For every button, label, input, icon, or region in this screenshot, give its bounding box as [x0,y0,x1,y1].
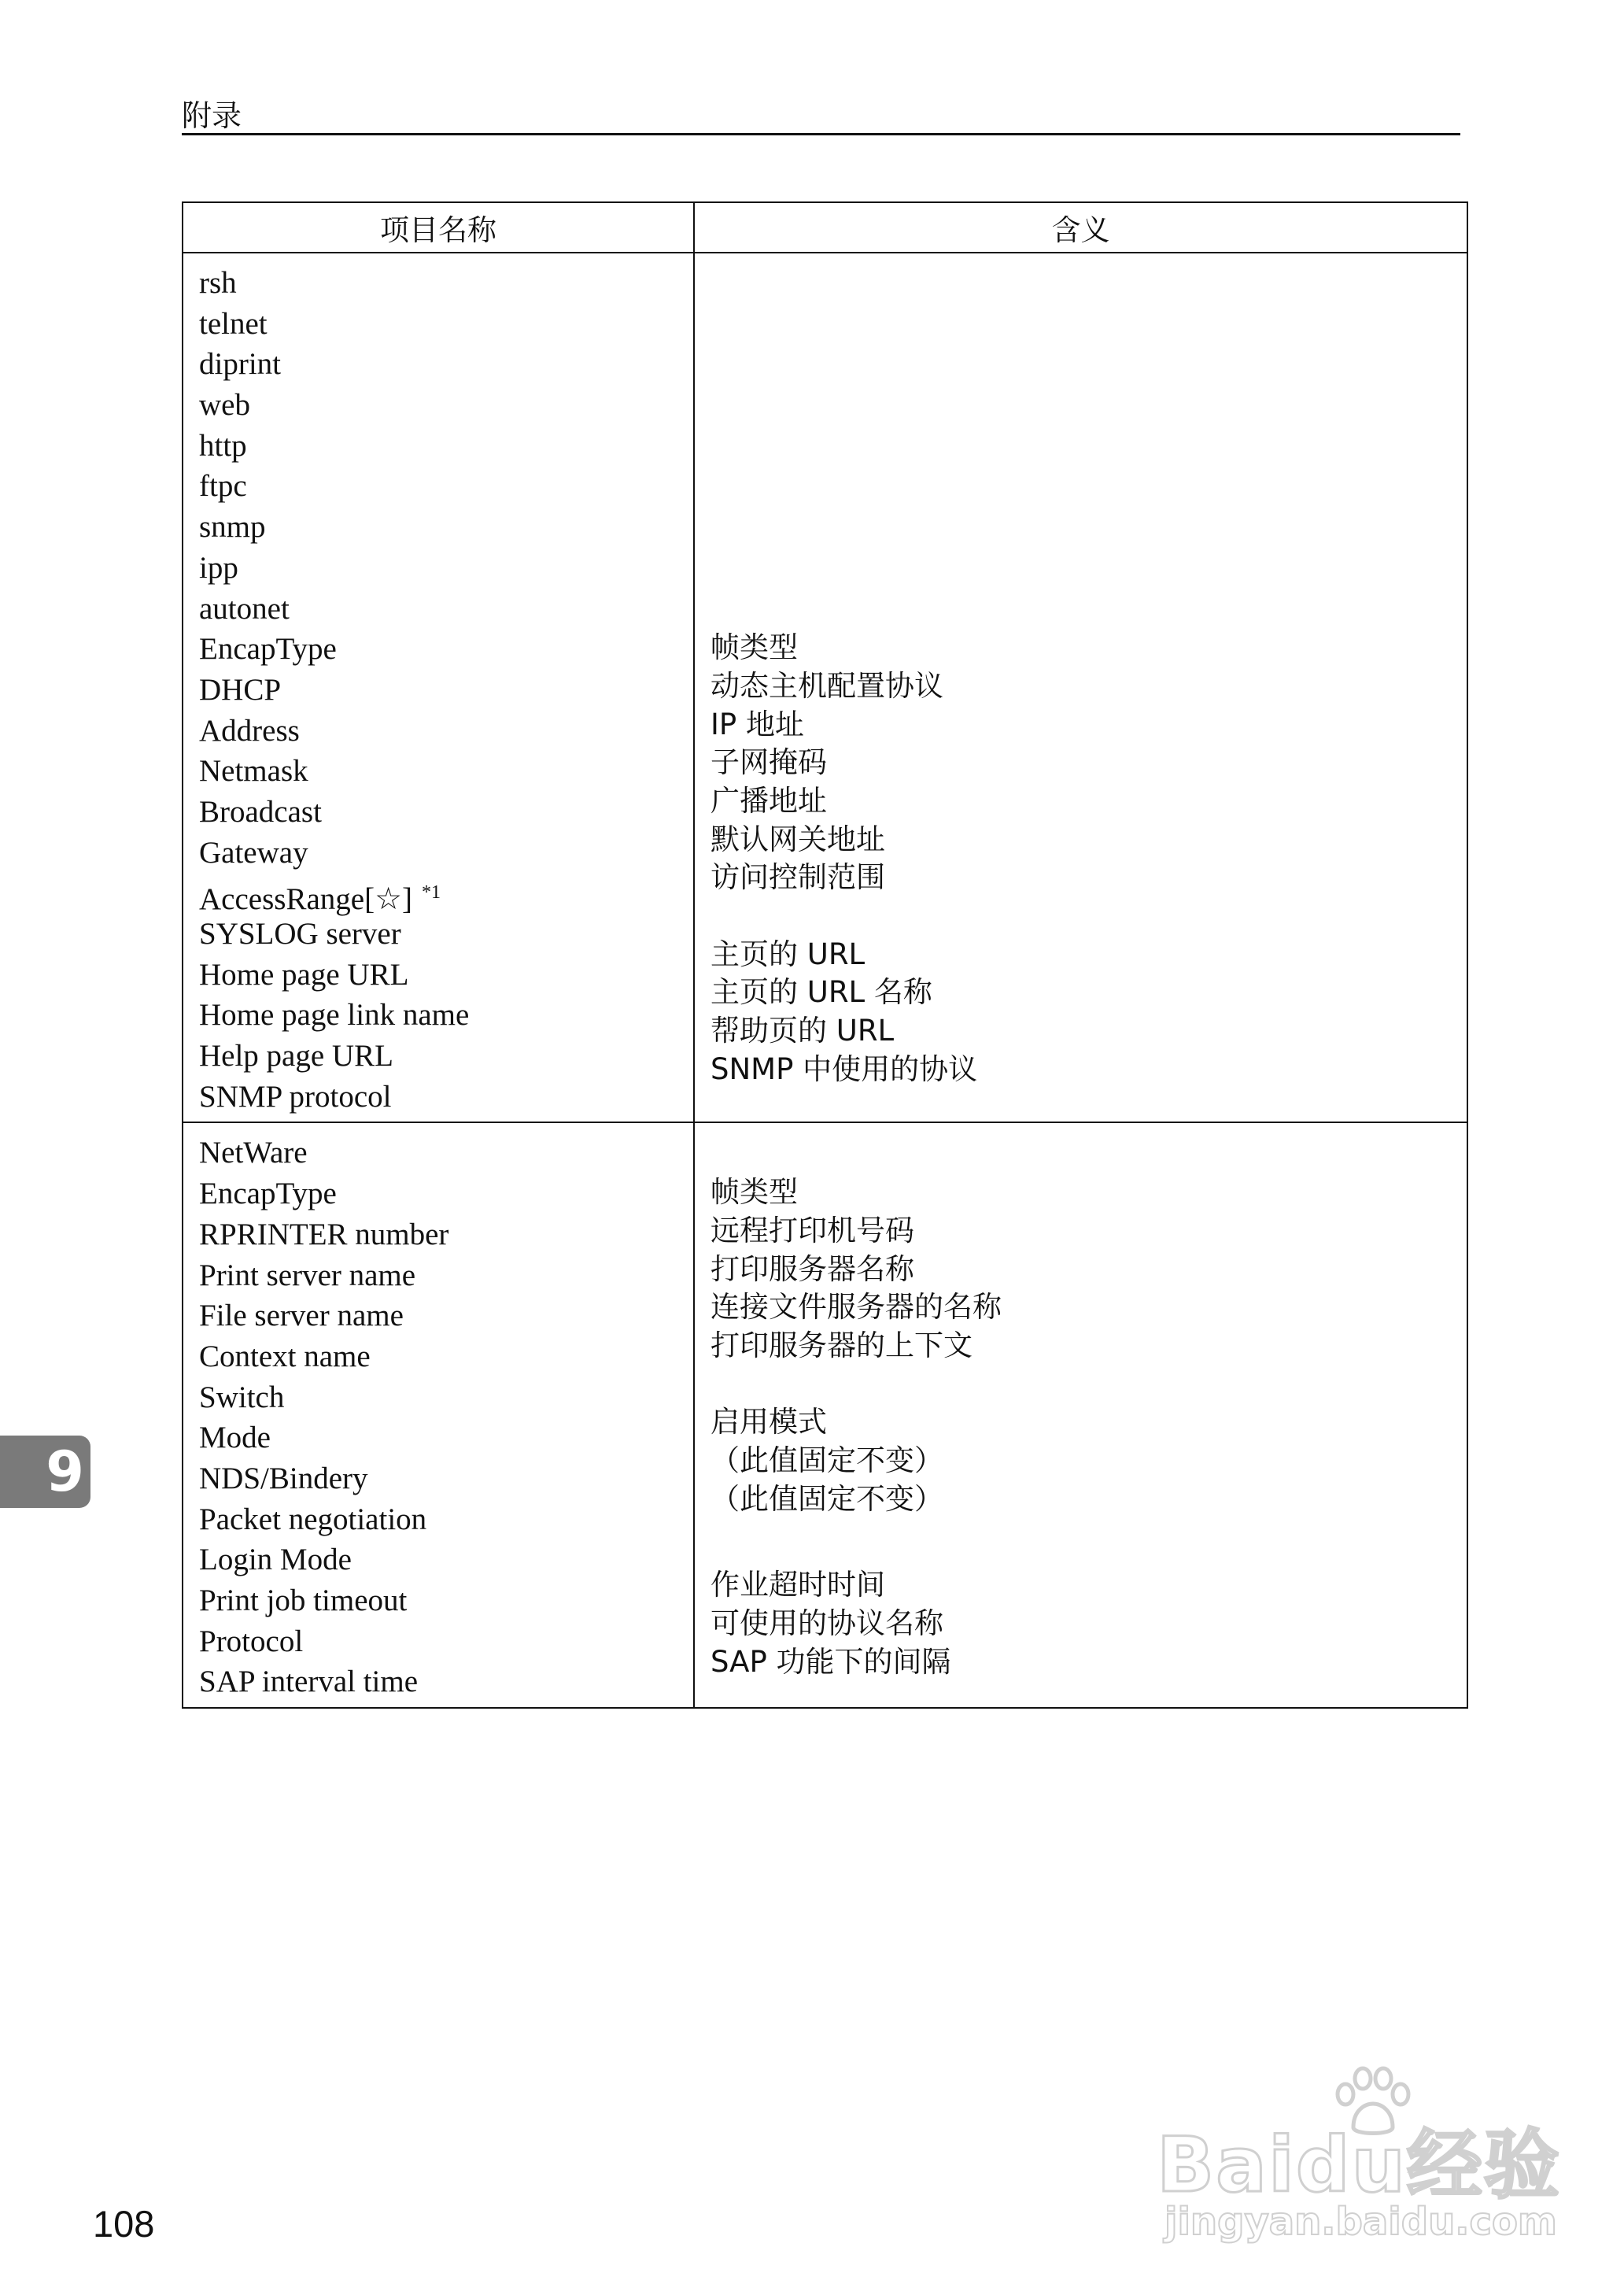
item-name: EncapType [199,1177,337,1211]
item-cell [183,1122,694,1708]
meaning-text: 打印服务器名称 [710,1251,914,1286]
item-name: Home page link name [199,998,470,1033]
meaning-text: 子网掩码 [710,745,827,780]
settings-table [182,201,1468,1709]
item-name: NDS/Bindery [199,1461,368,1495]
item-name: Help page URL [199,1039,393,1074]
meaning-text: 连接文件服务器的名称 [710,1290,1002,1325]
meaning-text: 默认网关地址 [710,822,885,856]
item-name: RPRINTER number [199,1217,449,1251]
meaning-cell [694,253,1467,1122]
footnote-mark: *1 [422,882,441,904]
meaning-text: 作业超时时间 [710,1568,885,1602]
meaning-text [710,344,1467,385]
item-name: Gateway [199,835,308,870]
item-name: Protocol [199,1624,304,1658]
meaning-text [710,304,1467,345]
baidu-watermark [1157,2066,1566,2247]
meaning-text [710,1366,1467,1404]
page-number: 108 [93,2203,155,2245]
item-name: ftpc [199,469,247,504]
item-cell [183,253,694,1122]
meaning-text: SAP 功能下的间隔 [710,1644,951,1679]
watermark-url: jingyan.baidu.com [1164,2200,1557,2244]
item-name: AccessRange[☆] [199,882,413,917]
item-name: Home page URL [199,957,409,992]
meaning-text: 远程打印机号码 [710,1213,914,1247]
item-name: DHCP [199,672,282,707]
column-header-item-name: 项目名称 [183,202,694,253]
item-name: NetWare [199,1136,308,1170]
meaning-text: 可使用的协议名称 [710,1606,943,1640]
item-name: EncapType [199,632,337,667]
meaning-text [710,426,1467,467]
meaning-text [710,548,1467,589]
item-name: File server name [199,1299,404,1333]
column-header-meaning: 含义 [694,202,1467,253]
meaning-text [710,589,1467,630]
table-header-row [183,202,1467,253]
chapter-number: 9 [46,1439,84,1504]
meaning-text: IP 地址 [710,707,804,741]
item-name: Packet negotiation [199,1502,427,1536]
meaning-text: 主页的 URL [710,937,866,971]
meaning-text [710,1518,1467,1566]
watermark-brand: Baidu经验 [1157,2121,1561,2209]
item-name: SNMP protocol [199,1079,392,1114]
meaning-text [710,466,1467,507]
item-name: Netmask [199,754,308,789]
meaning-text: （此值固定不变） [710,1481,943,1516]
item-name: telnet [199,306,268,341]
meaning-text: SNMP 中使用的协议 [710,1051,978,1086]
meaning-text [710,897,1467,936]
item-name: Broadcast [199,794,322,829]
meaning-text [710,1133,1467,1173]
paw-icon [1330,2066,1416,2137]
meaning-text: 帮助页的 URL [710,1014,895,1048]
item-name: SYSLOG server [199,917,401,951]
meaning-text: 访问控制范围 [710,860,885,895]
item-name: autonet [199,591,290,626]
header-rule [182,133,1460,135]
item-name-with-footnote [199,873,693,917]
meaning-text: 帧类型 [710,1175,798,1210]
meaning-text: 广播地址 [710,783,827,818]
meaning-text [710,385,1467,426]
meaning-text: 启用模式 [710,1405,827,1439]
item-name: Address [199,713,300,748]
meaning-text: 打印服务器的上下文 [710,1328,973,1362]
meaning-text: 主页的 URL 名称 [710,975,932,1010]
meaning-text: （此值固定不变） [710,1443,943,1477]
item-name: Print job timeout [199,1584,408,1617]
item-name: Mode [199,1421,271,1455]
item-name: Switch [199,1380,285,1414]
item-name: SAP interval time [199,1665,419,1699]
item-name: ipp [199,550,238,585]
item-name: Login Mode [199,1543,352,1577]
meaning-text: 动态主机配置协议 [710,668,943,703]
item-name: web [199,388,250,423]
meaning-text [710,263,1467,304]
item-name: snmp [199,510,266,545]
meaning-cell [694,1122,1467,1708]
meaning-text: 帧类型 [710,630,798,665]
item-name: http [199,428,247,463]
table-row-netware-group [183,1122,1467,1708]
item-name: Context name [199,1339,371,1373]
item-name: diprint [199,347,281,382]
running-header: 附录 [182,98,242,133]
item-name: rsh [199,266,237,300]
chapter-tab [0,1436,90,1508]
table-row-tcpip-group [183,253,1467,1122]
item-name: Print server name [199,1258,416,1292]
meaning-text [710,507,1467,548]
